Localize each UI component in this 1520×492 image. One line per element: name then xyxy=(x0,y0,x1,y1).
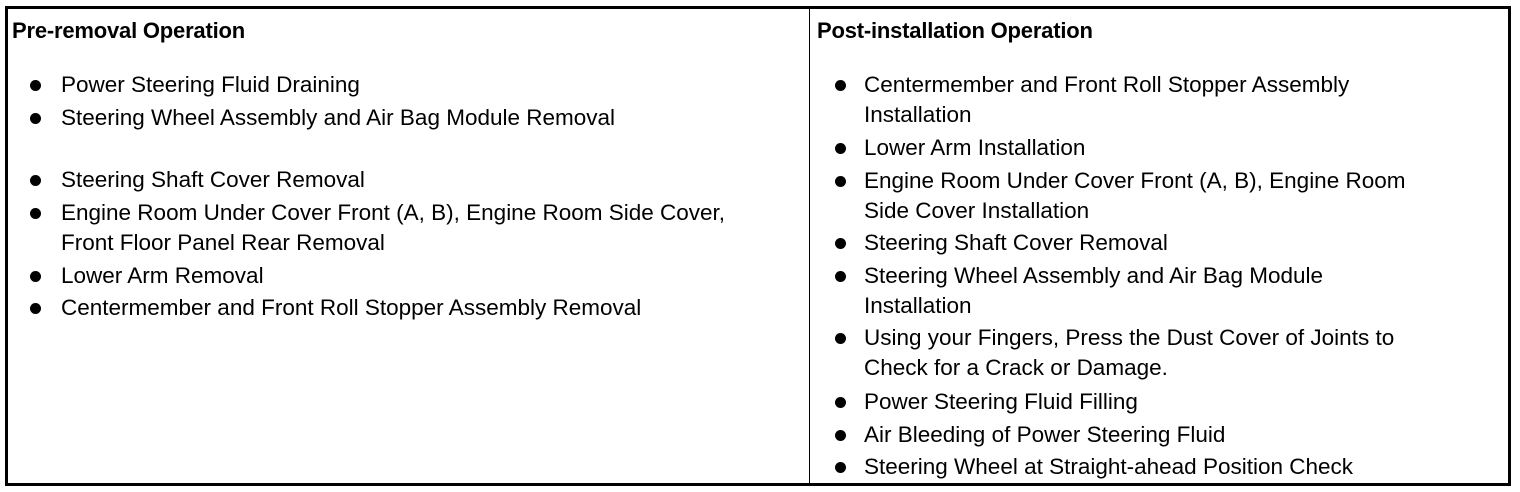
post-installation-title: Post-installation Operation xyxy=(817,18,1093,43)
list-item xyxy=(61,293,641,323)
list-item xyxy=(864,387,1138,417)
list-item xyxy=(864,420,1225,450)
bullet-icon xyxy=(835,238,846,249)
list-item-text: Steering Shaft Cover Removal xyxy=(61,167,365,192)
list-item-text: Side Cover Installation xyxy=(864,198,1090,223)
list-item-text: Installation xyxy=(864,293,972,318)
list-item-text: Installation xyxy=(864,102,972,127)
list-item-text: Air Bleeding of Power Steering Fluid xyxy=(864,422,1226,447)
bullet-icon xyxy=(835,143,846,154)
list-item-text: Steering Shaft Cover Removal xyxy=(864,230,1168,255)
list-item xyxy=(864,261,1323,321)
bullet-icon xyxy=(30,208,41,219)
list-item-text: Centermember and Front Roll Stopper Assembly xyxy=(864,72,1350,97)
list-item xyxy=(61,198,725,258)
list-item xyxy=(864,228,1168,258)
list-item-text: Check for a Crack or Damage. xyxy=(864,355,1168,380)
bullet-icon xyxy=(835,176,846,187)
list-item-text: Steering Wheel Assembly and Air Bag Module Removal xyxy=(61,105,616,130)
list-item-text: Lower Arm Removal xyxy=(61,263,264,288)
list-item xyxy=(61,261,264,291)
list-item-text: Power Steering Fluid Draining xyxy=(61,72,360,97)
bullet-icon xyxy=(30,113,41,124)
bullet-icon xyxy=(835,271,846,282)
bullet-icon xyxy=(30,271,41,282)
bullet-icon xyxy=(835,430,846,441)
list-item xyxy=(864,323,1394,383)
bullet-icon xyxy=(835,80,846,91)
list-item-text: Engine Room Under Cover Front (A, B), Engine Room xyxy=(864,168,1406,193)
list-item xyxy=(61,165,365,195)
list-item-text: Centermember and Front Roll Stopper Assembly Removal xyxy=(61,295,642,320)
list-item-text: Using your Fingers, Press the Dust Cover of Joints to xyxy=(864,325,1395,350)
pre-removal-column xyxy=(8,9,810,483)
list-item-text: Engine Room Under Cover Front (A, B), Engine Room Side Cover, xyxy=(61,200,726,225)
list-item-text: Steering Wheel Assembly and Air Bag Module xyxy=(864,263,1323,288)
operations-table xyxy=(5,6,1511,486)
bullet-icon xyxy=(30,303,41,314)
list-item xyxy=(61,103,615,133)
bullet-icon xyxy=(835,333,846,344)
bullet-icon xyxy=(835,397,846,408)
list-item xyxy=(61,70,360,100)
list-item-text: Lower Arm Installation xyxy=(864,135,1086,160)
bullet-icon xyxy=(835,462,846,473)
list-item-text: Front Floor Panel Rear Removal xyxy=(61,230,385,255)
bullet-icon xyxy=(30,80,41,91)
list-item xyxy=(864,452,1353,482)
post-installation-column xyxy=(810,9,1508,483)
bullet-icon xyxy=(30,175,41,186)
list-item xyxy=(864,166,1405,226)
list-item xyxy=(864,133,1085,163)
list-item xyxy=(864,70,1349,130)
list-item-text: Power Steering Fluid Filling xyxy=(864,389,1138,414)
list-item-text: Steering Wheel at Straight-ahead Position Check xyxy=(864,454,1354,479)
pre-removal-title: Pre-removal Operation xyxy=(12,18,245,43)
